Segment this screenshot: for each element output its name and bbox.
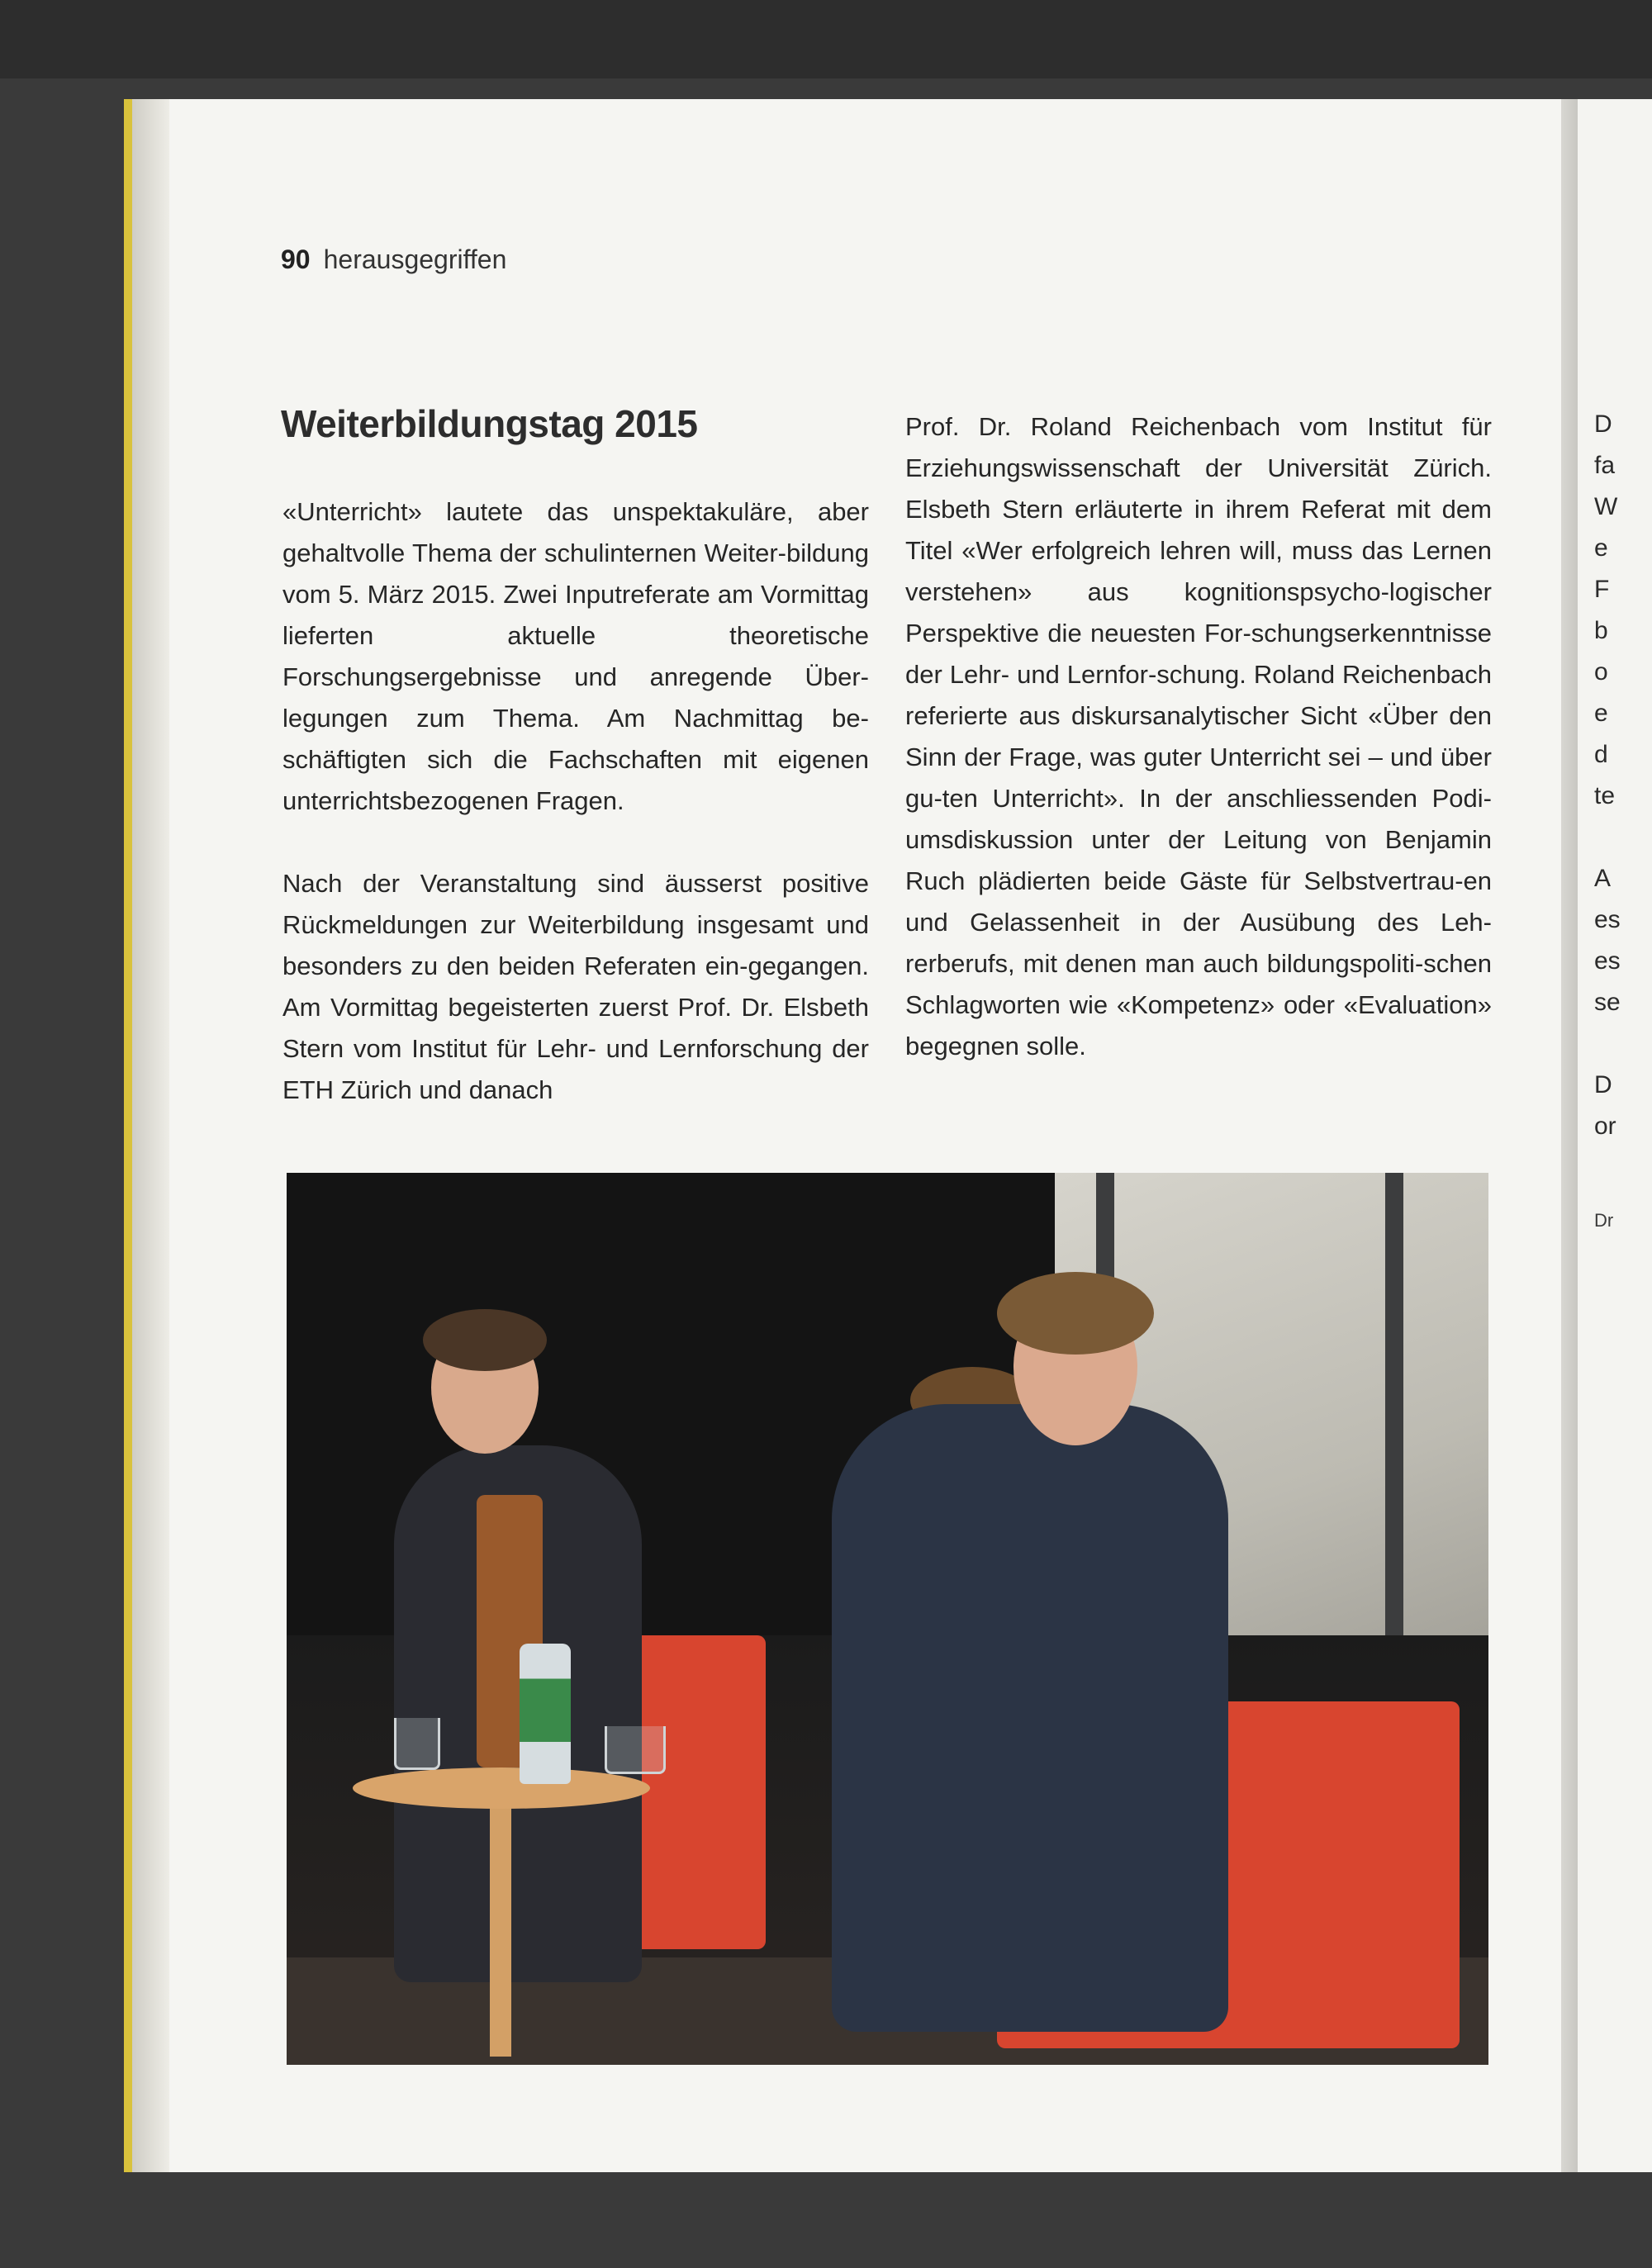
paragraph: «Unterricht» lautete das unspektakuläre, aber gehaltvolle Thema der schulinternen Weiter-bildung vom 5. März 2015. Zwei Inputreferate am Vormittag lieferten aktuelle theoretische Forschungsergebnisse und anregende Über-legungen zum Thema. Am Nachmittag be-schäftigten sich die Fachschaften mit eigenen unterrichtsbezogenen Fragen. [282, 497, 869, 815]
podium-discussion-photo [287, 1173, 1488, 2065]
book-gutter [1561, 99, 1578, 2172]
page-stack-shading [132, 99, 173, 2172]
next-page-letter: e [1594, 534, 1608, 562]
book-page-edges [124, 99, 173, 2172]
next-page-letter: W [1594, 493, 1618, 520]
reichenbach-hair [997, 1272, 1154, 1355]
running-head [281, 244, 506, 275]
next-page-letter: b [1594, 617, 1608, 644]
paragraph: Nach der Veranstaltung sind äusserst positive Rückmeldungen zur Weiterbildung insgesamt und besonders zu den beiden Referaten ein-gegangen. Am Vormittag begeisterten zuerst Prof. Dr. Elsbeth Stern vom Institut für Lehr- und Lernforschung der ETH Zürich und danach [282, 869, 869, 1104]
next-page-letter: D [1594, 410, 1612, 438]
round-table [353, 1767, 650, 1809]
red-chair-left [634, 1635, 766, 1949]
page-number: 90 [281, 244, 311, 274]
next-page-letter: D [1594, 1071, 1612, 1098]
next-page-letter: e [1594, 700, 1608, 727]
next-page-letter: es [1594, 906, 1621, 933]
next-page-letter: Dr [1594, 1210, 1614, 1231]
paragraph: Prof. Dr. Roland Reichenbach vom Institut für Erziehungswissenschaft der Universität Zürich. Elsbeth Stern erläuterte in ihrem Referat mit dem Titel «Wer erfolgreich lehren will, muss das Lernen verstehen» aus kognitionspsycho-logischer Perspektive die neuesten For-schungserkenntnisse der Lehr- und Lernfor-schung. Roland Reichenbach referierte aus diskursanalytischer Sicht «Über den Sinn der Frage, was guter Unterricht sei – und über gu-ten Unterricht». In der anschliessenden Podi-umsdiskussion unter der Leitung von Benjamin Ruch plädierten beide Gäste für Selbstvertrau-en und Gelassenheit in der Ausübung des Leh-rerberufs, mit denen man auch bildungspoliti-schen Schlagworten wie «Kompetenz» oder «Evaluation» begegnen solle. [905, 412, 1492, 1060]
scan-background-top [0, 0, 1652, 78]
water-glass [394, 1718, 440, 1770]
table-leg [490, 1801, 511, 2057]
water-glass [605, 1726, 666, 1774]
next-page-letter: d [1594, 741, 1608, 768]
water-bottle [520, 1644, 571, 1784]
next-page-letter: A [1594, 865, 1612, 892]
right-page-fragment [1578, 99, 1652, 2172]
next-page-letter: te [1594, 782, 1616, 809]
yellow-edge-stripe [124, 99, 132, 2172]
next-page-letter: o [1594, 658, 1608, 686]
next-page-letter: F [1594, 576, 1610, 603]
next-page-letter: se [1594, 989, 1621, 1016]
section-name: herausgegriffen [323, 244, 507, 274]
person-roland-reichenbach [832, 1404, 1228, 2032]
article-title: Weiterbildungstag 2015 [281, 402, 698, 445]
next-page-letter: or [1594, 1113, 1616, 1140]
next-page-letter: fa [1594, 452, 1616, 479]
left-text-column [282, 491, 869, 1111]
moderator-hair [423, 1309, 547, 1371]
right-text-column [905, 406, 1492, 1067]
next-page-letter: es [1594, 947, 1621, 975]
